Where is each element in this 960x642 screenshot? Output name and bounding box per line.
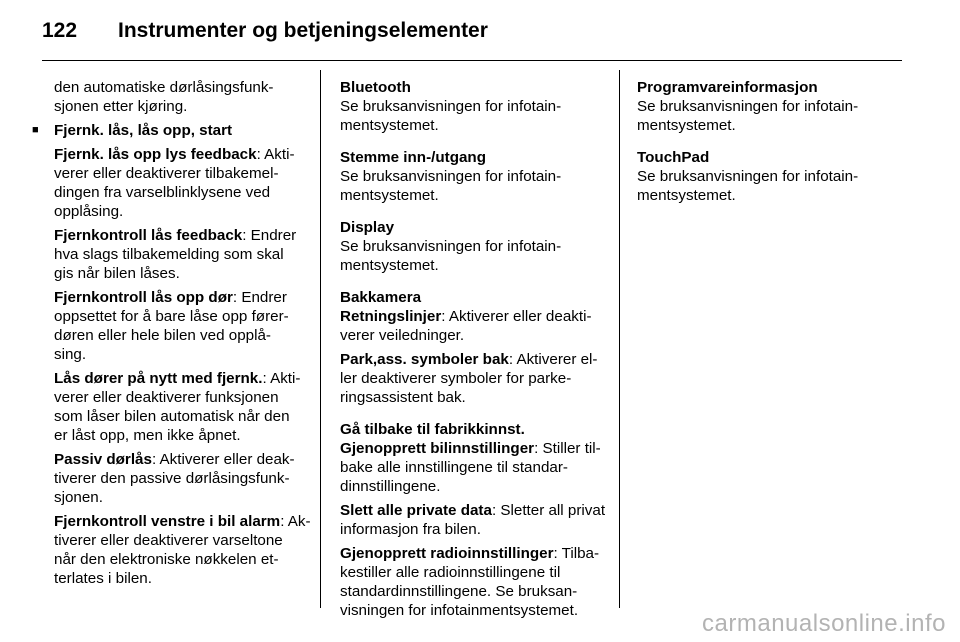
section-heading: Display (340, 219, 395, 236)
setting-item (340, 439, 608, 496)
section-heading: Stemme inn-/utgang (340, 149, 486, 166)
section-heading: Gå tilbake til fabrikkinnst. (340, 421, 525, 438)
header-rule (42, 60, 902, 61)
watermark-text: carmanualsonline.info (702, 610, 946, 637)
setting-term: Passiv dørlås (54, 451, 152, 468)
setting-term: Fjernkontroll venstre i bil alarm (54, 513, 281, 530)
setting-description: : Akti- verer eller deaktiverer funksjonen som låser bilen automatisk når den er låst opp, men ikke åpnet. (54, 370, 301, 444)
setting-item (340, 544, 608, 620)
section-heading: TouchPad (637, 149, 710, 166)
setting-term: Fjernkontroll lås feedback (54, 227, 243, 244)
section-touchpad (637, 148, 905, 205)
setting-description: : Tilba- kestiller alle radioinnstillingene til standardinnstillingene. Se bruksan- visningen for infotainmentsystemet. (340, 545, 600, 619)
section-bluetooth (340, 78, 608, 135)
bullet-heading (32, 121, 322, 140)
setting-term: Fjernk. lås opp lys feedback (54, 146, 257, 163)
setting-item (54, 450, 322, 507)
setting-item (54, 369, 322, 445)
setting-item (54, 512, 322, 588)
intro-text: den automatiske dørlåsingsfunk- sjonen etter kjøring. (54, 79, 274, 115)
page-header (42, 14, 488, 48)
setting-item (54, 288, 322, 364)
section-display (340, 218, 608, 275)
setting-description: : Aktiverer eller deak- tiverer den passive dørlåsingsfunk- sjonen. (54, 451, 295, 506)
setting-term: Fjernkontroll lås opp dør (54, 289, 233, 306)
section-voice (340, 148, 608, 205)
setting-item (54, 145, 322, 221)
setting-description: : Endrer oppsettet for å bare låse opp fører- døren eller hele bilen ved opplå- sing. (54, 289, 289, 363)
setting-description: : Aktiverer el- ler deaktiverer symboler for parke- ringsassistent bak. (340, 351, 598, 406)
page-number: 122 (42, 19, 78, 42)
section-text: Se bruksanvisningen for infotain- mentsystemet. (637, 98, 859, 134)
bullet-square-icon: ■ (32, 124, 39, 136)
setting-term: Gjenopprett radioinnstillinger (340, 545, 554, 562)
setting-description: : Akti- verer eller deaktiverer tilbakemel- dingen fra varselblinklysene ved opplåsing. (54, 146, 295, 220)
setting-item (340, 350, 608, 407)
section-heading: Bluetooth (340, 79, 411, 96)
bullet-heading-text: Fjernk. lås, lås opp, start (54, 122, 233, 139)
setting-description: : Aktiverer eller deakti- verer veiledninger. (340, 308, 592, 344)
setting-item (340, 307, 608, 345)
setting-term: Lås dører på nytt med fjernk. (54, 370, 263, 387)
section-text: Se bruksanvisningen for infotain- mentsystemet. (340, 98, 562, 134)
setting-item (54, 226, 322, 283)
setting-description: : Sletter all privat informasjon fra bilen. (340, 502, 606, 538)
column-divider-2 (619, 70, 620, 608)
section-heading: Bakkamera (340, 289, 422, 306)
setting-term: Gjenopprett bilinnstillinger (340, 440, 535, 457)
setting-description: : Ak- tiverer eller deaktiverer varseltone når den elektroniske nøkkelen et- terlates i bilen. (54, 513, 311, 587)
column-3 (637, 78, 905, 205)
section-heading: Programvareinformasjon (637, 79, 818, 96)
section-text: Se bruksanvisningen for infotain- mentsystemet. (340, 168, 562, 204)
setting-term: Retningslinjer (340, 308, 442, 325)
section-software-info (637, 78, 905, 135)
setting-term: Slett alle private data (340, 502, 492, 519)
setting-description: : Endrer hva slags tilbakemelding som skal gis når bilen låses. (54, 227, 297, 282)
page-title: Instrumenter og betjeningselementer (118, 19, 488, 42)
section-text: Se bruksanvisningen for infotain- mentsystemet. (637, 168, 859, 204)
setting-term: Park,ass. symboler bak (340, 351, 509, 368)
setting-item (340, 501, 608, 539)
column-1 (32, 78, 322, 593)
setting-description: : Stiller til- bake alle innstillingene til standar- dinnstillingene. (340, 440, 601, 495)
column-2 (340, 78, 608, 625)
section-factory-reset (340, 420, 608, 620)
section-text: Se bruksanvisningen for infotain- mentsystemet. (340, 238, 562, 274)
section-rear-camera (340, 288, 608, 407)
